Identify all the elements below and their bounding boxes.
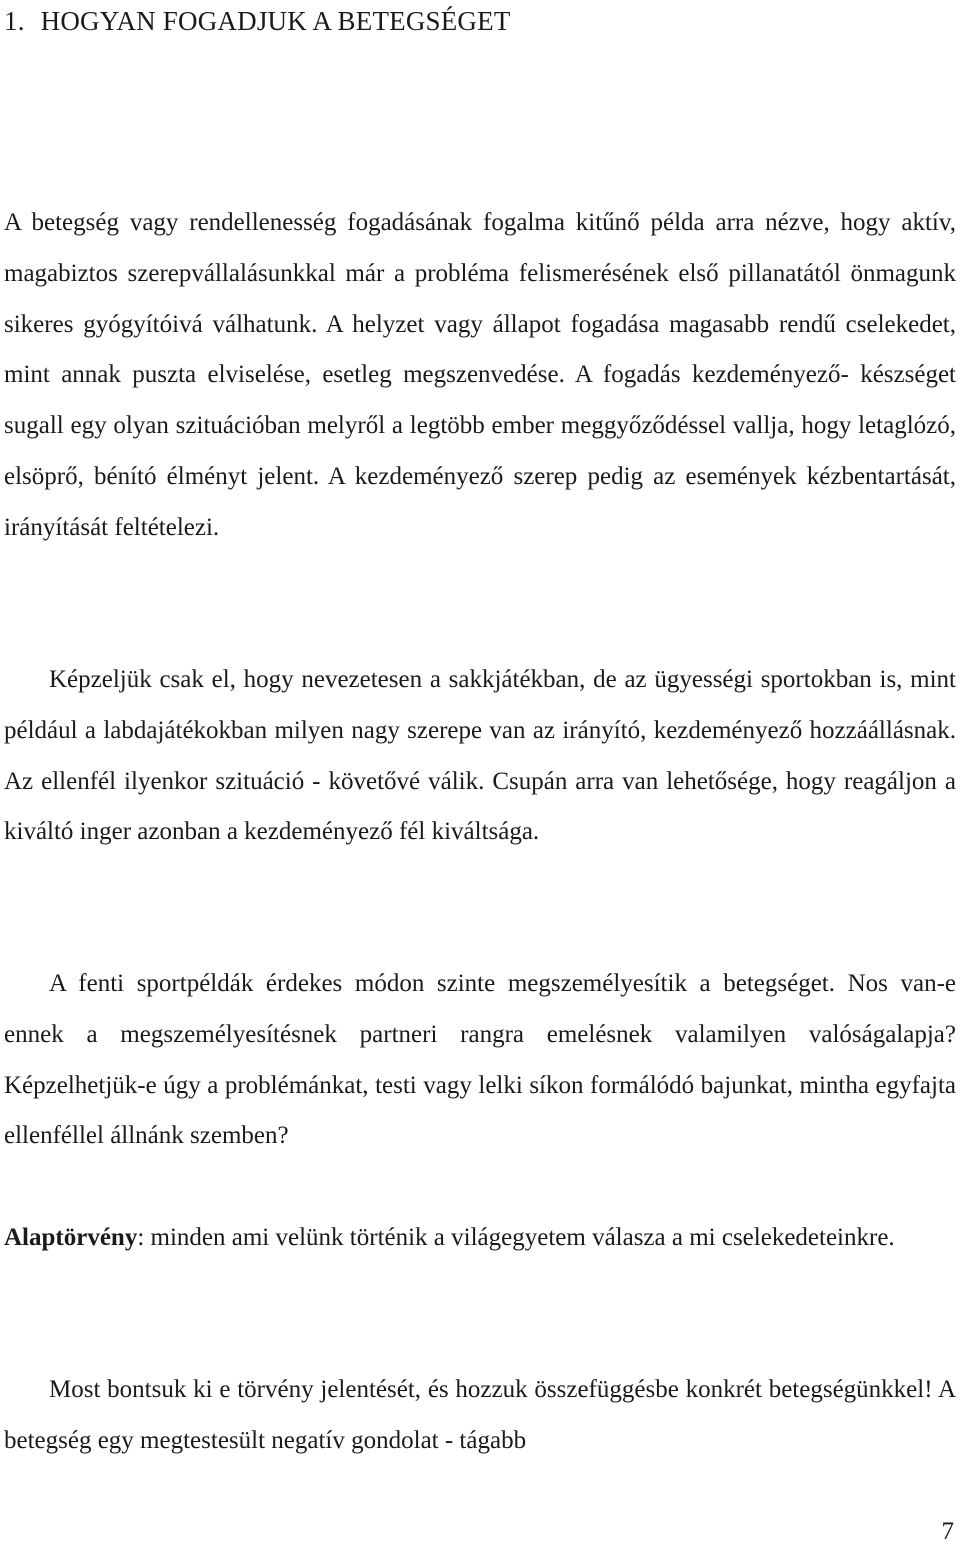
chapter-title: HOGYAN FOGADJUK A BETEGSÉGET xyxy=(40,6,511,36)
paragraph-2: Képzeljük csak el, hogy nevezetesen a sakkjátékban, de az ügyességi sportokban is, mint például a labdajátékokban milyen nagy szerepe van az irányító, kezdeményező hozzáállásnak. Az ellenfél ilyenkor szituáció - követővé válik. Csupán arra van lehetősége, hogy reagáljon a kiváltó inger azonban a kezdeményező fél kiváltsága. xyxy=(4,666,956,846)
paragraph-1: A betegség vagy rendellenesség fogadásának fogalma kitűnő példa arra nézve, hogy aktív, magabiztos szerepvállalásunkkal már a probléma felismerésének első pillanatától önmagunk sikeres gyógyítóivá válhatunk. A helyzet vagy állapot fogadása magasabb rendű cselekedet, mint annak puszta elviselése, esetleg megszenvedése. A fogadás kezdeményező- készséget sugall egy olyan szituációban melyről a legtöbb ember meggyőződéssel vallja, hogy letaglózó, elsöprő, bénító élményt jelent. A kezdeményező szerep pedig az események kézbentartását, irányítását feltételezi. xyxy=(4,209,956,541)
chapter-number: 1. xyxy=(4,6,25,36)
paragraph-3: A fenti sportpéldák érdekes módon szinte megszemélyesítik a betegséget. Nos van-e ennek a megszemélyesítésnek partneri rangra emelésnek valamilyen valóságalapja? Képzelhetjük-e úgy a problémánkat, testi vagy lelki síkon formálódó bajunkat, mintha egyfajta ellenféllel állnánk szemben? xyxy=(4,970,956,1150)
alaptorveny-term: Alaptörvény xyxy=(4,1224,138,1251)
paragraph-5: Most bontsuk ki e törvény jelentését, és hozzuk összefüggésbe konkrét betegségünkkel! A betegség egy megtestesült negatív gondolat - tágabb xyxy=(4,1376,956,1454)
chapter-heading xyxy=(4,4,511,38)
page-number: 7 xyxy=(941,1518,954,1545)
paragraph-4-text: : minden ami velünk történik a világegyetem válasza a mi cselekedeteinkre. xyxy=(137,1224,895,1251)
paragraph-4 xyxy=(4,1213,956,1264)
